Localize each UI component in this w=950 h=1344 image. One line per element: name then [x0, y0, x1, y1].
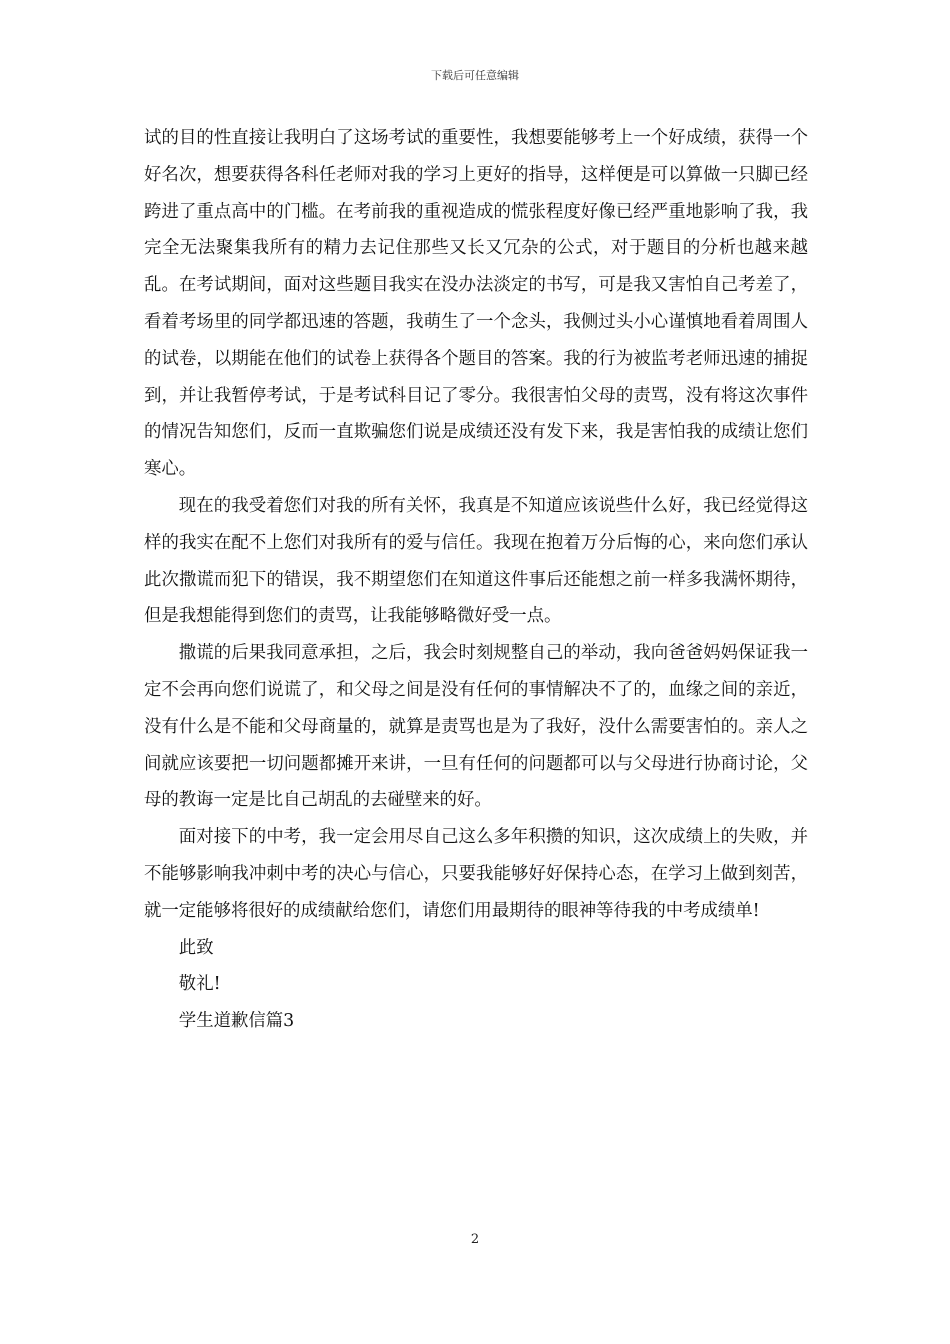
page-header: 下载后可任意编辑	[431, 69, 519, 82]
page-number: 2	[470, 1232, 480, 1247]
document-body	[144, 120, 808, 1040]
closing-salutation: 此致	[178, 937, 214, 958]
paragraph: 面对接下的中考，我一定会用尽自己这么多年积攒的知识，这次成绩上的失败，并不能够影响我冲刺中考的决心与信心，只要我能够好好保持心态，在学习上做到刻苦，就一定能够将很好的成绩献给您们，请您们用最期待的眼神等待我的中考成绩单!	[144, 827, 808, 921]
closing-regards: 敬礼!	[178, 974, 221, 995]
paragraph: 撒谎的后果我同意承担，之后，我会时刻规整自己的举动，我向爸爸妈妈保证我一定不会再向您们说谎了，和父母之间是没有任何的事情解决不了的，血缘之间的亲近，没有什么是不能和父母商量的，就算是责骂也是为了我好，没什么需要害怕的。亲人之间就应该要把一切问题都摊开来讲，一旦有任何的问题都可以与父母进行协商讨论，父母的教诲一定是比自己胡乱的去碰壁来的好。	[144, 643, 808, 811]
section-title: 学生道歉信篇3	[178, 1011, 295, 1032]
paragraph-continued: 试的目的性直接让我明白了这场考试的重要性，我想要能够考上一个好成绩，获得一个好名次，想要获得各科任老师对我的学习上更好的指导，这样便是可以算做一只脚已经跨进了重点高中的门槛。在考前我的重视造成的慌张程度好像已经严重地影响了我，我完全无法聚集我所有的精力去记住那些又长又冗杂的公式，对于题目的分析也越来越乱。在考试期间，面对这些题目我实在没办法淡定的书写，可是我又害怕自己考差了，看着考场里的同学都迅速的答题，我萌生了一个念头，我侧过头小心谨慎地看着周围人的试卷，以期能在他们的试卷上获得各个题目的答案。我的行为被监考老师迅速的捕捉到，并让我暂停考试，于是考试科目记了零分。我很害怕父母的责骂，没有将这次事件的情况告知您们，反而一直欺骗您们说是成绩还没有发下来，我是害怕我的成绩让您们寒心。	[144, 128, 808, 480]
paragraph: 现在的我受着您们对我的所有关怀，我真是不知道应该说些什么好，我已经觉得这样的我实在配不上您们对我所有的爱与信任。我现在抱着万分后悔的心，来向您们承认此次撒谎而犯下的错误，我不期望您们在知道这件事后还能想之前一样多我满怀期待，但是我想能得到您们的责骂，让我能够略微好受一点。	[144, 495, 808, 627]
